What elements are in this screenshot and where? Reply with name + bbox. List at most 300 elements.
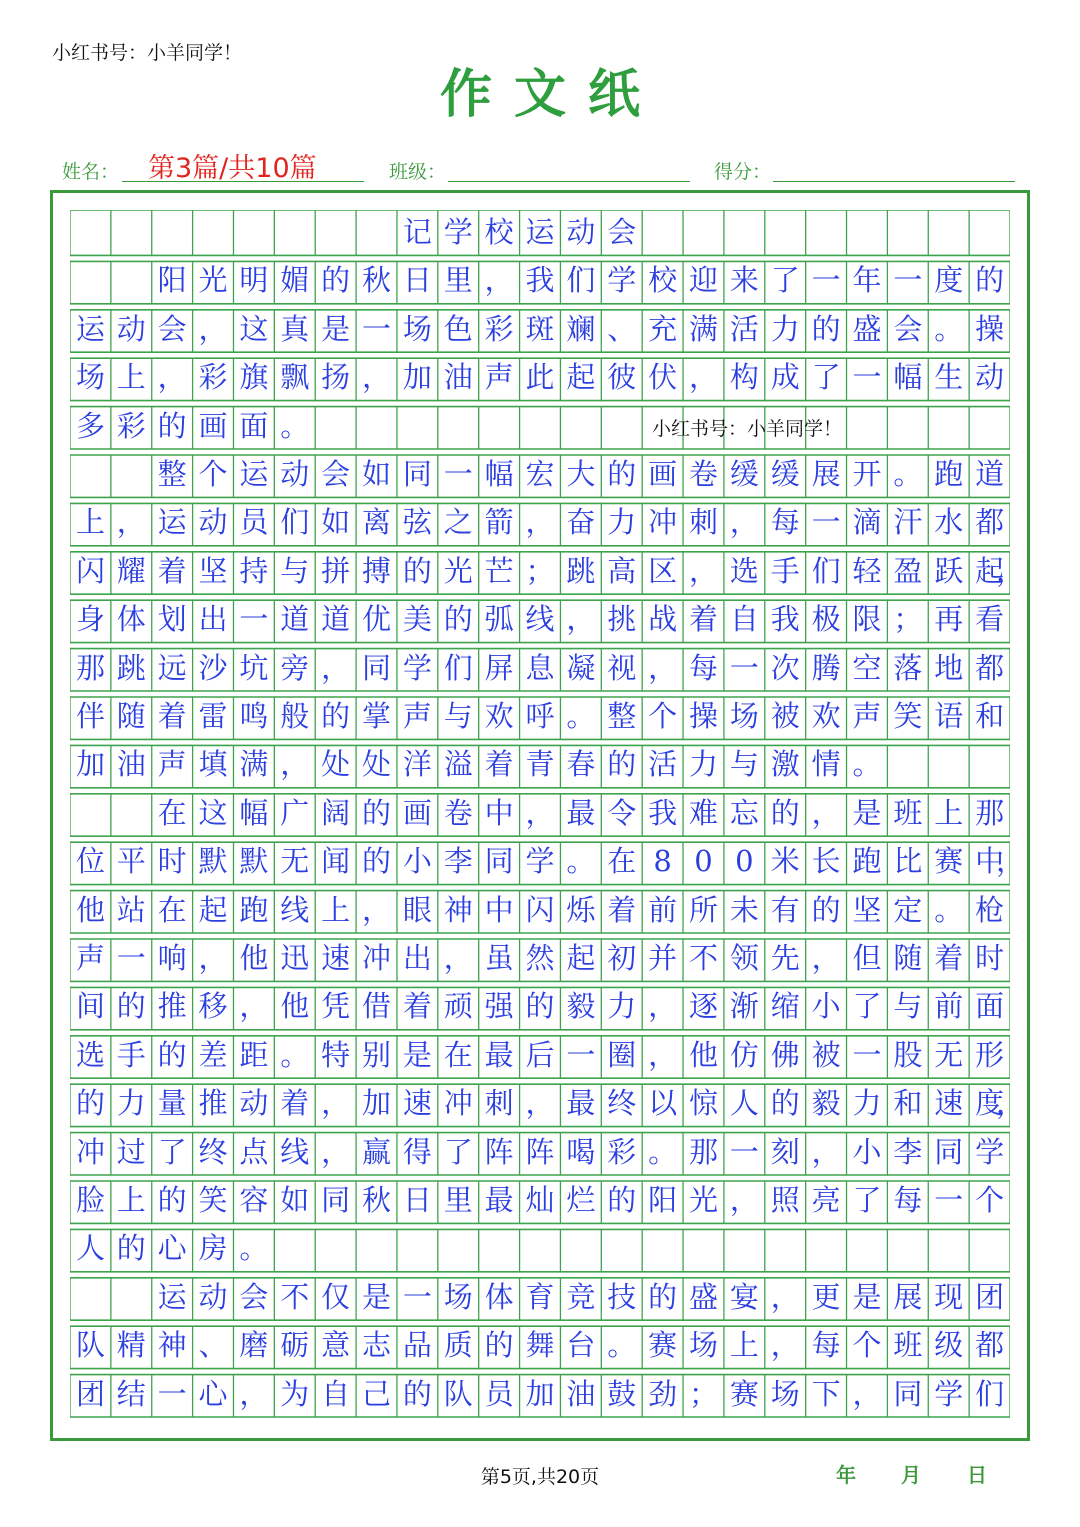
- essay-char: 推: [157, 989, 187, 1024]
- essay-char: 在: [157, 795, 187, 830]
- essay-char: 形: [975, 1037, 1005, 1072]
- essay-char: 意: [321, 1328, 351, 1363]
- essay-char: 。: [893, 457, 923, 491]
- essay-char: 自: [321, 1376, 351, 1411]
- essay-char: 着: [688, 602, 718, 637]
- essay-char: 班: [893, 795, 923, 830]
- essay-char: 的: [116, 989, 146, 1024]
- essay-char: 初: [607, 941, 637, 975]
- essay-char: 的: [770, 795, 800, 830]
- essay-char: 磨: [239, 1328, 269, 1363]
- essay-char: 前: [934, 989, 964, 1024]
- essay-char: 着: [280, 1086, 310, 1121]
- essay-char: 整: [157, 457, 187, 491]
- essay-char: 油: [566, 1376, 596, 1411]
- essay-char: 盛: [852, 311, 882, 346]
- essay-char: 力: [688, 747, 718, 782]
- essay-char: 默: [198, 844, 228, 879]
- essay-char: 一: [729, 1134, 759, 1169]
- essay-char: ，: [321, 1134, 351, 1169]
- essay-char: 他: [280, 989, 310, 1024]
- essay-char: 队: [75, 1328, 105, 1363]
- essay-char: 出: [198, 602, 228, 637]
- essay-char: 中: [484, 795, 514, 830]
- essay-char: ，: [811, 1134, 841, 1169]
- essay-char: 场: [75, 360, 105, 395]
- essay-char: 惊: [688, 1086, 718, 1121]
- essay-char: 道: [280, 602, 310, 637]
- essay-row: [70, 646, 1010, 694]
- essay-char: 中: [975, 844, 1005, 879]
- essay-char: 光: [688, 1183, 718, 1217]
- essay-char: 然: [525, 941, 555, 975]
- essay-char: 加: [75, 747, 105, 782]
- essay-char: 校: [484, 215, 514, 249]
- essay-char: 旁: [280, 650, 310, 685]
- essay-char: 迎: [688, 263, 718, 298]
- essay-char: 空: [852, 650, 882, 685]
- essay-char: 他: [688, 1037, 718, 1072]
- essay-row: [70, 1323, 1010, 1371]
- essay-char: 幅: [239, 795, 269, 830]
- essay-char: 起: [566, 941, 596, 975]
- essay-char: 斓: [566, 311, 596, 346]
- essay-char: 体: [116, 602, 146, 637]
- essay-char: 了: [770, 263, 800, 298]
- essay-char: 次: [770, 650, 800, 685]
- essay-char: 彩: [607, 1134, 637, 1169]
- essay-char: 了: [852, 989, 882, 1024]
- essay-char: 多: [75, 408, 105, 443]
- essay-char: 平: [116, 844, 146, 879]
- essay-char: 运: [157, 1279, 187, 1314]
- essay-row: [70, 549, 1026, 597]
- essay-char: 的: [321, 699, 351, 733]
- essay-char: 扬: [321, 360, 351, 395]
- essay-char: 定: [893, 892, 923, 927]
- essay-char: ，: [362, 892, 392, 927]
- essay-char: 一: [116, 941, 146, 975]
- essay-char: 技: [607, 1279, 637, 1314]
- essay-char: 一: [239, 602, 269, 637]
- essay-char: 更: [811, 1279, 841, 1314]
- essay-char: 速: [402, 1086, 432, 1121]
- essay-char: 一: [157, 1376, 187, 1411]
- essay-char: 息: [525, 650, 555, 685]
- essay-char: 线: [280, 1134, 310, 1169]
- essay-char: 加: [525, 1376, 555, 1411]
- essay-char: 着: [607, 892, 637, 927]
- essay-char: 跃: [934, 553, 964, 588]
- essay-char: 那: [688, 1134, 718, 1169]
- essay-char: 跑: [852, 844, 882, 879]
- essay-char: 的: [321, 263, 351, 298]
- essay-row: [70, 500, 1010, 548]
- essay-char: 坑: [239, 650, 269, 685]
- essay-row: [70, 742, 1010, 790]
- essay-char: 的: [811, 892, 841, 927]
- essay-char: 身: [75, 602, 105, 637]
- essay-char: 速: [321, 941, 351, 975]
- essay-char: 轻: [852, 553, 882, 588]
- essay-char: 溢: [443, 747, 473, 782]
- essay-char: 和: [893, 1086, 923, 1121]
- essay-char: 缩: [770, 989, 800, 1024]
- essay-char: 是: [362, 1279, 392, 1314]
- essay-char: 眼: [402, 892, 432, 927]
- essay-char: 圈: [607, 1037, 637, 1072]
- essay-char: ，: [770, 1328, 800, 1363]
- essay-char: 斑: [525, 311, 555, 346]
- essay-char: ，: [811, 795, 841, 830]
- essay-char: ，: [648, 1037, 678, 1072]
- essay-char: 了: [811, 360, 841, 395]
- essay-char: 跳: [116, 650, 146, 685]
- essay-char: ，: [688, 360, 718, 395]
- essay-char: 油: [116, 747, 146, 782]
- essay-char: 随: [893, 941, 923, 975]
- essay-char: 一: [729, 650, 759, 685]
- essay-char: 。: [280, 408, 310, 443]
- essay-char: 记: [402, 215, 432, 249]
- essay-char: 逐: [688, 989, 718, 1024]
- essay-char: 们: [975, 1376, 1005, 1411]
- essay-char: 个: [975, 1183, 1005, 1217]
- essay-char: 0: [735, 844, 754, 879]
- essay-char: 弦: [402, 505, 432, 540]
- essay-char: 位: [75, 844, 105, 879]
- essay-char: 那: [975, 795, 1005, 830]
- essay-char: 飘: [280, 360, 310, 395]
- essay-char: 运: [157, 505, 187, 540]
- essay-char: 他: [239, 941, 269, 975]
- essay-char: 极: [811, 602, 841, 637]
- essay-char: 划: [157, 602, 187, 637]
- essay-char: ，: [525, 795, 555, 830]
- essay-char: 最: [484, 1183, 514, 1217]
- essay-char: 呼: [525, 699, 555, 733]
- essay-char: 一: [893, 263, 923, 298]
- essay-char: 雷: [198, 699, 228, 733]
- essay-char: 上: [116, 360, 146, 395]
- essay-char: 品: [402, 1328, 432, 1363]
- essay-char: 上: [75, 505, 105, 540]
- essay-char: 学: [525, 844, 555, 879]
- essay-char: 默: [239, 844, 269, 879]
- essay-char: 的: [607, 457, 637, 491]
- essay-char: 那: [75, 650, 105, 685]
- essay-char: 时: [975, 941, 1005, 975]
- essay-char: 一: [402, 1279, 432, 1314]
- essay-row: [70, 452, 1010, 500]
- essay-char: 长: [811, 844, 841, 879]
- essay-char: 声: [484, 360, 514, 395]
- essay-char: 志: [362, 1328, 392, 1363]
- essay-char: 油: [443, 360, 473, 395]
- essay-char: 台: [566, 1328, 596, 1363]
- essay-char: 彩: [198, 360, 228, 395]
- essay-char: 的: [75, 1086, 105, 1121]
- essay-char: 。: [607, 1328, 637, 1363]
- essay-char: 劲: [648, 1376, 678, 1411]
- essay-char: 箭: [484, 505, 514, 540]
- essay-char: 赢: [362, 1134, 392, 1169]
- essay-char: 别: [362, 1037, 392, 1072]
- essay-char: 宏: [525, 457, 555, 491]
- essay-char: 我: [648, 795, 678, 830]
- essay-char: 赛: [934, 844, 964, 879]
- essay-char: 一: [811, 505, 841, 540]
- essay-char: ，: [566, 602, 596, 637]
- essay-char: 彩: [484, 311, 514, 346]
- essay-char: 以: [648, 1086, 678, 1121]
- essay-char: 面: [975, 989, 1005, 1024]
- essay-char: 一: [566, 1037, 596, 1072]
- essay-char: 无: [934, 1037, 964, 1072]
- essay-char: 中: [484, 892, 514, 927]
- essay-char: 落: [893, 650, 923, 685]
- essay-char: 了: [157, 1134, 187, 1169]
- essay-char: 展: [893, 1279, 923, 1314]
- essay-char: 米: [770, 844, 800, 879]
- essay-row: [70, 984, 1010, 1032]
- essay-char: 冲: [362, 941, 392, 975]
- essay-char: ，: [996, 844, 1026, 879]
- essay-char: 团: [75, 1376, 105, 1411]
- essay-char: 看: [975, 602, 1005, 637]
- essay-row: [70, 1178, 1010, 1226]
- essay-char: 前: [648, 892, 678, 927]
- essay-char: 冲: [443, 1086, 473, 1121]
- essay-char: 力: [852, 1086, 882, 1121]
- essay-char: 芒: [484, 553, 514, 588]
- essay-char: 处: [362, 747, 392, 782]
- page-title: 作文纸: [439, 65, 662, 125]
- essay-char: 阳: [157, 263, 187, 298]
- essay-char: 最: [566, 795, 596, 830]
- essay-row: [70, 307, 1010, 355]
- essay-char: 开: [852, 457, 882, 491]
- essay-char: 洋: [402, 747, 432, 782]
- essay-char: 运: [239, 457, 269, 491]
- essay-char: 。: [648, 1134, 678, 1169]
- essay-char: ，: [688, 553, 718, 588]
- essay-char: 般: [280, 699, 310, 733]
- essay-char: 笑: [198, 1183, 228, 1217]
- essay-char: 会: [893, 311, 923, 346]
- essay-char: 都: [975, 505, 1005, 540]
- essay-char: 学: [975, 1134, 1005, 1169]
- essay-char: 整: [607, 699, 637, 733]
- essay-char: 并: [648, 941, 678, 975]
- essay-row: [70, 1275, 1010, 1323]
- essay-char: 离: [362, 505, 392, 540]
- essay-char: 运: [75, 311, 105, 346]
- essay-char: 日: [402, 1183, 432, 1217]
- class-line: [448, 181, 690, 182]
- essay-char: 是: [852, 795, 882, 830]
- essay-char: ，: [525, 505, 555, 540]
- essay-char: 色: [443, 311, 473, 346]
- essay-char: 搏: [362, 553, 392, 588]
- essay-char: 现: [934, 1279, 964, 1314]
- essay-char: 们: [811, 553, 841, 588]
- essay-char: 个: [198, 457, 228, 491]
- essay-char: 一: [852, 1037, 882, 1072]
- essay-char: 与: [729, 747, 759, 782]
- essay-char: ，: [198, 311, 228, 346]
- essay-char: 终: [607, 1086, 637, 1121]
- essay-char: 的: [157, 1037, 187, 1072]
- essay-char: 同: [362, 650, 392, 685]
- essay-char: 度: [975, 1086, 1005, 1121]
- essay-char: 秋: [362, 263, 392, 298]
- essay-char: 弧: [484, 602, 514, 637]
- day-label: 日: [967, 1463, 987, 1487]
- essay-char: 的: [362, 795, 392, 830]
- essay-char: 佛: [770, 1037, 800, 1072]
- essay-row: [70, 694, 1010, 742]
- essay-row: [70, 936, 1010, 984]
- class-label: 班级：: [389, 161, 447, 183]
- essay-char: 育: [525, 1279, 555, 1314]
- essay-char: 站: [116, 892, 146, 927]
- essay-char: 道: [975, 457, 1005, 491]
- essay-char: 差: [198, 1037, 228, 1072]
- essay-char: 场: [688, 1328, 718, 1363]
- essay-char: 、: [607, 311, 637, 346]
- essay-char: 每: [770, 505, 800, 540]
- essay-char: 人: [729, 1086, 759, 1121]
- essay-char: 地: [934, 650, 964, 685]
- essay-char: 容: [239, 1183, 269, 1217]
- essay-char: 起: [198, 892, 228, 927]
- essay-char: 线: [280, 892, 310, 927]
- essay-char: 声: [852, 699, 882, 733]
- essay-char: 春: [566, 747, 596, 782]
- essay-char: 校: [648, 263, 678, 298]
- essay-char: 缓: [729, 457, 759, 491]
- essay-char: 着: [402, 989, 432, 1024]
- essay-char: 距: [239, 1037, 269, 1072]
- essay-char: 力: [607, 989, 637, 1024]
- essay-char: 人: [75, 1231, 105, 1266]
- essay-char: 展: [811, 457, 841, 491]
- essay-char: 不: [280, 1279, 310, 1314]
- essay-char: 我: [770, 602, 800, 637]
- essay-char: 这: [198, 795, 228, 830]
- essay-char: 优: [362, 602, 392, 637]
- essay-char: 每: [893, 1183, 923, 1217]
- essay-char: ，: [280, 747, 310, 782]
- essay-char: 时: [157, 844, 187, 879]
- essay-char: 个: [648, 699, 678, 733]
- essay-row: [70, 1130, 1010, 1178]
- essay-char: ，: [729, 505, 759, 540]
- name-label: 姓名：: [62, 161, 120, 183]
- essay-char: 里: [443, 263, 473, 298]
- essay-char: 。: [239, 1231, 269, 1266]
- essay-row: [70, 1372, 1010, 1420]
- essay-char: ；: [525, 553, 555, 588]
- essay-char: 的: [525, 989, 555, 1024]
- essay-char: 为: [280, 1376, 310, 1411]
- essay-char: 这: [239, 311, 269, 346]
- essay-char: 盛: [688, 1279, 718, 1314]
- essay-char: 移: [198, 989, 228, 1024]
- essay-char: 学: [402, 650, 432, 685]
- essay-char: 动: [198, 505, 228, 540]
- essay-char: 起: [566, 360, 596, 395]
- essay-char: 们: [443, 650, 473, 685]
- essay-char: 们: [280, 505, 310, 540]
- essay-char: 。: [280, 1037, 310, 1072]
- essay-char: 先: [770, 941, 800, 975]
- essay-char: 忘: [729, 795, 759, 830]
- essay-char: 上: [321, 892, 351, 927]
- essay-char: 光: [443, 553, 473, 588]
- essay-char: 凝: [566, 650, 596, 685]
- essay-char: 宴: [729, 1279, 759, 1314]
- essay-char: 满: [688, 311, 718, 346]
- essay-char: 被: [811, 1037, 841, 1072]
- essay-char: 李: [893, 1134, 923, 1169]
- essay-char: 烂: [566, 1183, 596, 1217]
- essay-char: 坚: [852, 892, 882, 927]
- essay-char: 竞: [566, 1279, 596, 1314]
- essay-char: 阔: [321, 795, 351, 830]
- essay-char: 的: [811, 311, 841, 346]
- essay-char: 手: [770, 553, 800, 588]
- essay-row: [70, 1081, 1026, 1129]
- essay-char: 力: [116, 1086, 146, 1121]
- essay-char: 的: [484, 1328, 514, 1363]
- essay-char: ，: [321, 1086, 351, 1121]
- essay-char: 之: [443, 505, 473, 540]
- essay-char: 仿: [729, 1037, 759, 1072]
- essay-char: 都: [975, 650, 1005, 685]
- essay-row: [70, 404, 1010, 452]
- essay-char: 的: [402, 553, 432, 588]
- essay-char: 欢: [811, 699, 841, 733]
- essay-char: 。: [566, 844, 596, 879]
- essay-char: 激: [770, 747, 800, 782]
- essay-char: 一: [811, 263, 841, 298]
- essay-char: 虽: [484, 941, 514, 975]
- essay-char: ，: [116, 505, 146, 540]
- essay-char: 活: [648, 747, 678, 782]
- essay-char: 操: [688, 699, 718, 733]
- essay-char: 响: [157, 941, 187, 975]
- essay-char: 伏: [648, 360, 678, 395]
- essay-char: 比: [893, 844, 923, 879]
- essay-char: 最: [484, 1037, 514, 1072]
- year-label: 年: [836, 1463, 856, 1487]
- essay-char: 砺: [280, 1328, 310, 1363]
- essay-char: 缓: [770, 457, 800, 491]
- essay-char: 线: [525, 602, 555, 637]
- essay-char: ，: [239, 989, 269, 1024]
- essay-char: 充: [648, 311, 678, 346]
- essay-char: 跑: [934, 457, 964, 491]
- essay-char: 枪: [975, 892, 1005, 927]
- essay-char: ，: [729, 1183, 759, 1217]
- essay-char: 拼: [321, 553, 351, 588]
- essay-char: 运: [525, 215, 555, 249]
- essay-char: 脸: [75, 1183, 105, 1217]
- essay-title: [70, 210, 1010, 258]
- essay-char: 在: [443, 1037, 473, 1072]
